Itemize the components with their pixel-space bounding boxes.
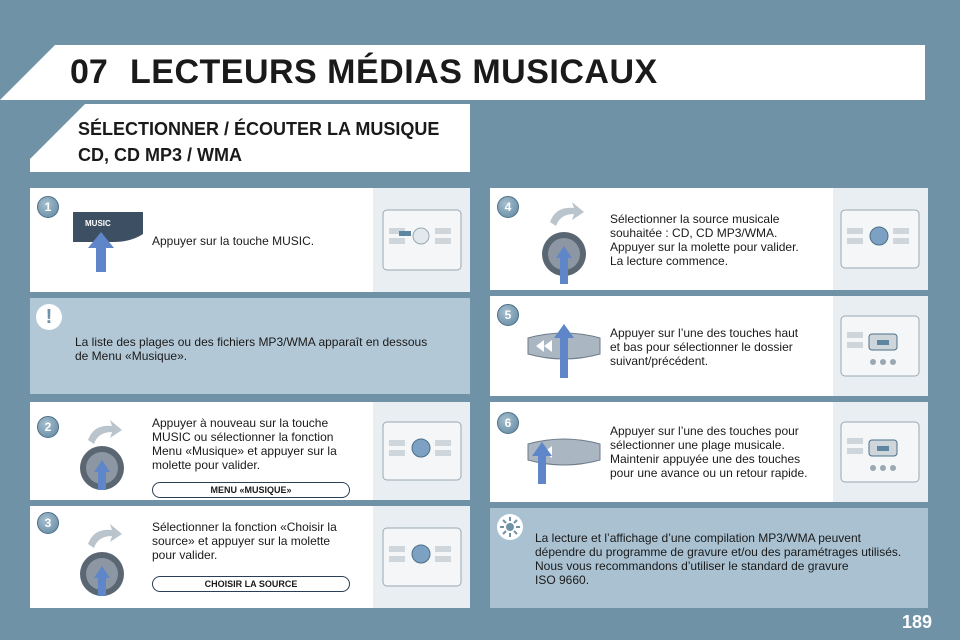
step-3-panel	[30, 506, 470, 608]
radio-thumbnail	[833, 188, 928, 290]
step-6-text: Appuyer sur l’une des touches pour sélectionner une plage musicale. Maintenir appuyée une des touches pour une avance ou un retour rapide.	[610, 424, 808, 480]
step-1-text: Appuyer sur la touche MUSIC.	[152, 234, 315, 248]
radio-unit-icon	[833, 296, 928, 396]
step-3-badge: 3	[37, 512, 59, 534]
choisir-la-source-label: CHOISIR LA SOURCE	[152, 576, 350, 592]
note-text: La liste des plages ou des fichiers MP3/WMA apparaît en dessous de Menu «Musique».	[75, 335, 428, 363]
radio-unit-icon	[833, 188, 928, 290]
radio-thumbnail	[373, 188, 470, 292]
radio-thumbnail	[373, 402, 470, 500]
rotary-knob-icon	[534, 198, 604, 295]
sun-icon	[497, 514, 523, 545]
radio-unit-icon	[373, 506, 470, 608]
step-1-badge: 1	[37, 196, 59, 218]
step-4-badge: 4	[497, 196, 519, 218]
section-title-line1: SÉLECTIONNER / ÉCOUTER LA MUSIQUE	[78, 119, 440, 139]
radio-unit-icon	[833, 402, 928, 502]
radio-thumbnail	[373, 506, 470, 608]
step-5-text: Appuyer sur l’une des touches haut et bas pour sélectionner le dossier suivant/précédent.	[610, 326, 799, 368]
step-5-badge: 5	[497, 304, 519, 326]
step-2-panel	[30, 402, 470, 500]
step-5-panel	[490, 296, 928, 396]
radio-thumbnail	[833, 402, 928, 502]
music-button-label: MUSIC	[85, 219, 111, 228]
page-title: LECTEURS MÉDIAS MUSICAUX	[130, 53, 658, 91]
radio-unit-icon	[373, 402, 470, 500]
press-arrow-icon	[88, 232, 114, 277]
rotary-knob-icon	[72, 520, 142, 607]
direction-pad-icon	[524, 318, 604, 387]
section-title-line2: CD, CD MP3 / WMA	[78, 145, 242, 165]
step-3-text: Sélectionner la fonction «Choisir la source» et appuyer sur la molette pour valider.	[152, 520, 337, 562]
rotary-knob-icon	[72, 416, 142, 501]
radio-unit-icon	[373, 188, 470, 292]
radio-thumbnail	[833, 296, 928, 396]
step-4-panel	[490, 188, 928, 290]
menu-musique-label: MENU «MUSIQUE»	[152, 482, 350, 498]
step-4-text: Sélectionner la source musicale souhaitée : CD, CD MP3/WMA. Appuyer sur la molette pour valider. La lecture commence.	[610, 212, 799, 268]
chapter-number: 07	[70, 53, 108, 91]
step-6-badge: 6	[497, 412, 519, 434]
direction-pad-icon	[524, 424, 604, 493]
tip-text: La lecture et l’affichage d’une compilation MP3/WMA peuvent dépendre du programme de gravure et/ou des paramétrages utilisés. Nous vous recommandons d’utiliser le standard de gravure ISO 9660.	[535, 531, 902, 587]
step-2-badge: 2	[37, 416, 59, 438]
page-number: 189	[901, 612, 932, 632]
step-2-text: Appuyer à nouveau sur la touche MUSIC ou sélectionner la fonction Menu «Musique» et appuyer sur la molette pour valider.	[152, 416, 337, 472]
warning-icon: !	[36, 304, 62, 330]
step-6-panel	[490, 402, 928, 502]
step-1-panel	[30, 188, 470, 292]
